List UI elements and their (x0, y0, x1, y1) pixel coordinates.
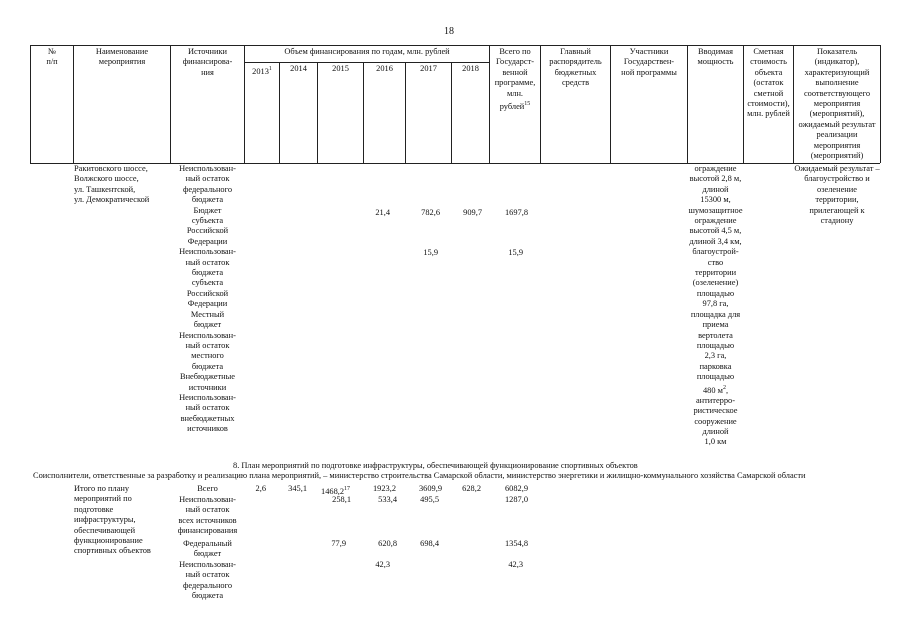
section8-row-total-2017: 3609,9 (418, 484, 442, 493)
header-year-2016: 2016 (376, 64, 393, 73)
header-col-total: Всего по Государст- венной программе, млн. рублей$^{15}$ (494, 47, 536, 111)
header-year-2013: 2013$^1$ (252, 66, 272, 76)
section8-row-total-source: Всего (197, 484, 218, 493)
header-col-indicator: Показатель (индикатор), характеризующий выполнение соответствующего мероприятия (мероприятий), ожидаемый результат реализации мероприятия (мероприятий) (798, 47, 876, 161)
header-col-capacity: Вводимая мощность (697, 47, 734, 67)
section8-row-federal-2017: 698,4 (420, 539, 439, 548)
section8-item-name: Итого по плану мероприятий по подготовке инфраструктуры, обеспечивающей функционирование спортивных объектов (74, 484, 151, 556)
header-col-participants: Участники Государствен- ной программы (621, 47, 677, 77)
block1-event-name: Ракитовского шоссе, Волжского шоссе, ул. Ташкентской, ул. Демократической (74, 164, 150, 205)
section8-row-total-2013: 2,6 (255, 484, 266, 493)
section8-row-unused-all-2017: 495,5 (420, 495, 439, 504)
section8-row-total-total: 6082,9 (504, 484, 528, 493)
section8-row-total-2014: 345,1 (288, 484, 307, 493)
section8-row-unused-all-2016: 533,4 (378, 495, 397, 504)
block1-indicator: Ожидаемый результат – благоустройство и озеленение территории, прилегающей к стадиону (794, 164, 880, 226)
section8-row-federal-2016: 620,8 (378, 539, 397, 548)
section8-row-unused-all-total: 1287,0 (504, 495, 528, 504)
section8-row-total-2018: 628,2 (462, 484, 481, 493)
header-col-number: № п/п (46, 47, 58, 67)
section8-row-total-2015: 1468,2$^{17}$ (321, 486, 351, 496)
section8-title: 8. План мероприятий по подготовке инфраструктуры, обеспечивающей функционирование спортивных объектов (233, 461, 638, 470)
section8-row-unused-federal-source: Неиспользован- ный остаток федерального бюджета (179, 560, 236, 601)
section8-row-total-2016: 1923,2 (372, 484, 396, 493)
section8-row-unused-all-2015: 258,1 (332, 495, 351, 504)
header-col-cost: Сметная стоимость объекта (остаток сметной стоимости), млн. рублей (747, 47, 790, 119)
block1-sources: Неиспользован- ный остаток федерального бюджета Бюджет субъекта Российской Федерации Неиспользован- ный остаток бюджета субъекта Российской Федерации Местный бюджет Неиспользован- ный остаток местного бюджета Внебюджетные источники Неиспользован- ный остаток внебюджетных источников (179, 164, 236, 434)
block1-total-budget-subject: 1697,8 (504, 208, 528, 217)
block1-capacity: ограждение высотой 2,8 м, длиной 15300 м, шумозащитное ограждение высотой 4,5 м, длиной 3,4 км, благоустрой- ство территории (озеленение) площадью 97,8 га, площадка для приема вертолета площадью 2,3 га, парковка площадью 480 $м^2$, антитерро- ристическое сооружение длиной 1,0 км (688, 164, 743, 447)
header-year-2015: 2015 (332, 64, 349, 73)
page-number: 18 (444, 26, 454, 37)
header-year-2017: 2017 (420, 64, 437, 73)
header-col-sources: Источники финансирова- ния (182, 47, 233, 77)
header-year-2014: 2014 (290, 64, 307, 73)
header-year-2018: 2018 (462, 64, 479, 73)
section8-row-federal-source: Федеральный бюджет (183, 539, 232, 559)
header-col-volume: Объем финансирования по годам, млн. рублей (284, 47, 450, 56)
block1-total-unused-subject: 15,9 (508, 248, 523, 257)
section8-row-unused-all-source: Неиспользован- ный остаток всех источников финансирования (177, 495, 238, 536)
block1-2016-budget-subject: 21,4 (375, 208, 390, 217)
section8-coexecutors: Соисполнители, ответственные за разработку и реализацию плана мероприятий, – министерство строительства Самарской области, министерство энергетики и жилищно-коммунального хозяйства Самарской области (33, 471, 806, 480)
section8-row-unused-federal-2016: 42,3 (375, 560, 390, 569)
section8-row-unused-federal-total: 42,3 (508, 560, 523, 569)
block1-2017-budget-subject: 782,6 (421, 208, 440, 217)
header-col-manager: Главный распорядитель бюджетных средств (549, 47, 602, 88)
block1-2018-budget-subject: 909,7 (463, 208, 482, 217)
header-col-name: Наименование мероприятия (95, 47, 149, 67)
section8-row-federal-total: 1354,8 (504, 539, 528, 548)
section8-row-federal-2015: 77,9 (331, 539, 346, 548)
block1-2017-unused-subject: 15,9 (423, 248, 438, 257)
